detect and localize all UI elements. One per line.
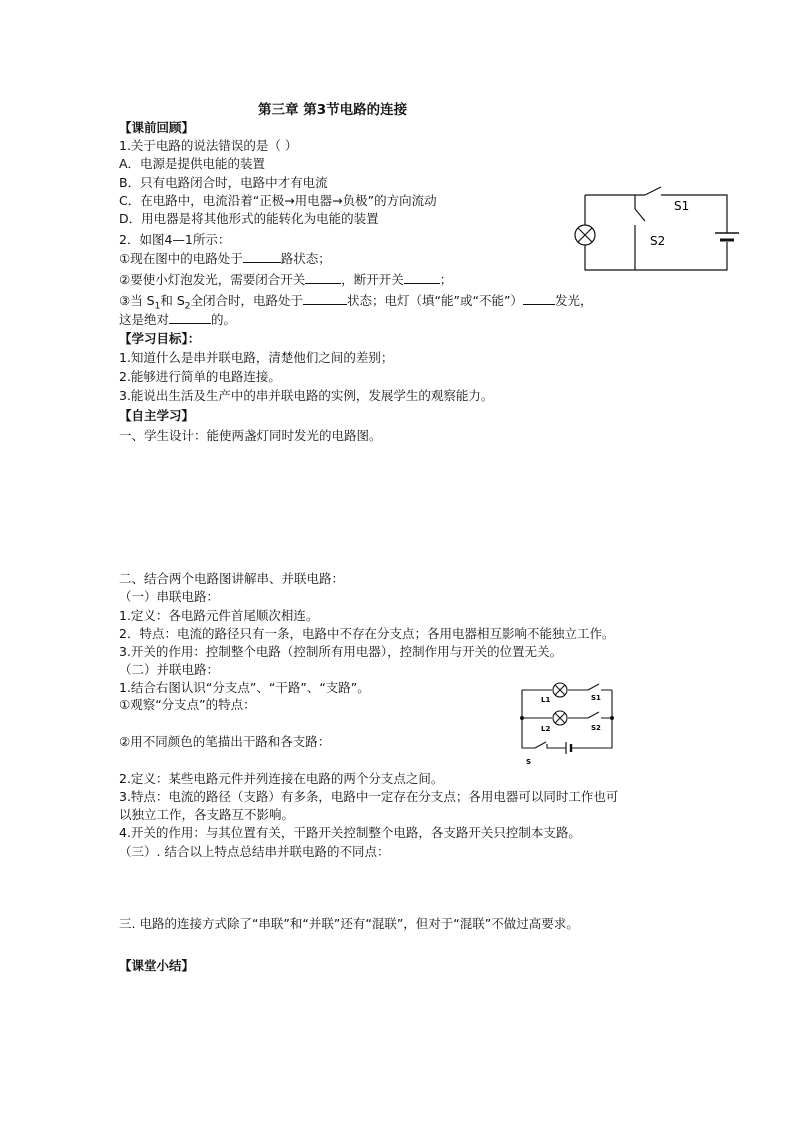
answer-blank[interactable] (305, 271, 341, 284)
parallel-item: （三）. 结合以上特点总结串并联电路的不同点： (119, 844, 390, 859)
answer-blank[interactable] (523, 292, 555, 305)
option-c: C．在电路中，电流沿着“正极→用电器→负极”的方向流动 (119, 193, 437, 208)
parallel-item: 3.特点：电流的路径（支路）有多条，电路中一定存在分支点；各用电器可以同时工作也可 (119, 789, 619, 804)
parallel-item: ②用不同颜色的笔描出干路和各支路： (119, 734, 331, 749)
option-b: B．只有电路闭合时，电路中才有电流 (119, 175, 328, 190)
series-heading: （一）串联电路： (119, 589, 220, 604)
parallel-item: 1.结合右图认识“分支点”、“干路”、“支路”。 (119, 680, 370, 695)
question-1: 1.关于电路的说法错误的是（ ） (119, 138, 298, 153)
parallel-item: 4.开关的作用：与其位置有关，干路开关控制整个电路，各支路开关只控制本支路。 (119, 825, 581, 840)
option-d: D．用电器是将其他形式的能转化为电能的装置 (119, 211, 379, 226)
answer-blank[interactable] (169, 311, 211, 324)
self-study-heading: 【自主学习】 (119, 408, 195, 423)
series-item: 2．特点：电流的路径只有一条，电路中不存在分支点；各用电器相互影响不能独立工作。 (119, 626, 615, 641)
parallel-heading: （二）并联电路： (119, 662, 220, 677)
lamp-label: L1 (541, 696, 551, 704)
question-2: 2．如图4—1所示： (119, 232, 231, 247)
question-2b: ②要使小灯泡发光，需要闭合开关 ，断开开关 ； (119, 272, 453, 287)
objective-item: 1.知道什么是串并联电路，清楚他们之间的差别； (119, 350, 394, 365)
answer-blank[interactable] (303, 292, 347, 305)
question-2c: ③当 $S_1$和 $S_2$全闭合时，电路处于 状态；电灯（填“能”或“不能”） 发光， (119, 293, 593, 312)
part-3-text: 三. 电路的连接方式除了“串联”和“并联”还有“混联”，但对于“混联”不做过高要求。 (119, 916, 579, 931)
switch-label-s2: S2 (650, 234, 666, 248)
parallel-item: ①观察“分支点”的特点： (119, 697, 256, 712)
answer-blank[interactable] (404, 271, 440, 284)
switch-label: S1 (591, 694, 601, 702)
objectives-heading: 【学习目标】： (119, 331, 201, 346)
circuit-diagram-1 (570, 185, 740, 280)
parallel-item: 以独立工作，各支路互不影响。 (119, 807, 295, 822)
battery-icon (715, 233, 739, 240)
answer-blank[interactable] (243, 250, 281, 263)
switch-label: S (526, 758, 532, 766)
circuit-diagram-2 (515, 678, 623, 766)
review-heading: 【课前回顾】 (119, 120, 195, 135)
part-2-text: 二、结合两个电路图讲解串、并联电路： (119, 571, 345, 586)
battery-icon (566, 742, 571, 754)
objective-item: 2.能够进行简单的电路连接。 (119, 369, 281, 384)
series-item: 1.定义：各电路元件首尾顺次相连。 (119, 608, 319, 623)
question-2a: ①现在图中的电路处于 路状态； (119, 251, 331, 266)
switch-label-s1: S1 (674, 199, 690, 213)
option-a: A．电源是提供电能的装置 (119, 156, 266, 171)
question-2d: 这是绝对 的。 (119, 312, 237, 327)
series-item: 3.开关的作用：控制整个电路（控制所有用电器），控制作用与开关的位置无关。 (119, 644, 563, 659)
parallel-item: 2.定义：某些电路元件并列连接在电路的两个分支点之间。 (119, 771, 444, 786)
lamp-label: L2 (541, 725, 551, 733)
objective-item: 3.能说出生活及生产中的串并联电路的实例，发展学生的观察能力。 (119, 388, 494, 403)
summary-heading: 【课堂小结】 (119, 958, 195, 973)
part-1-text: 一、学生设计：能使两盏灯同时发光的电路图。 (119, 428, 382, 443)
switch-label: S2 (591, 724, 601, 732)
page-title: 第三章 第3节电路的连接 (258, 102, 408, 118)
